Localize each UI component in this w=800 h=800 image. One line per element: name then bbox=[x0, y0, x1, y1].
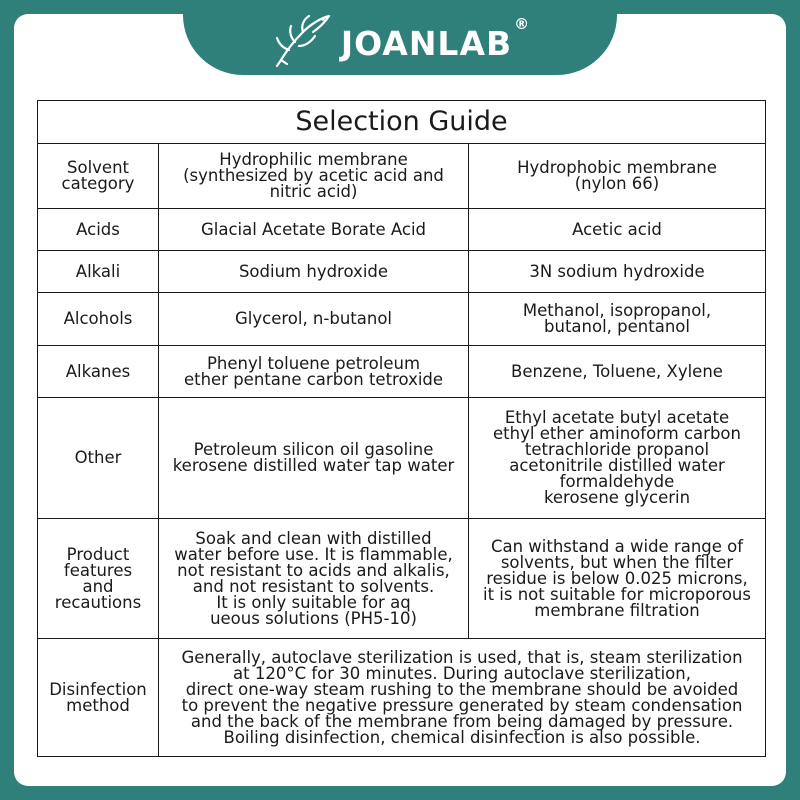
row-hydrophobic: Methanol, isopropanol, butanol, pentanol bbox=[469, 293, 766, 346]
header-label: Solvent category bbox=[38, 144, 159, 209]
disinfection-row bbox=[38, 639, 766, 757]
row-label: Other bbox=[38, 398, 159, 519]
row-hydrophobic: Acetic acid bbox=[469, 209, 766, 251]
row-hydrophobic: Ethyl acetate butyl acetate ethyl ether aminoform carbon tetrachloride propanol acetonitrile distilled water formaldehyde kerosene glycerin bbox=[469, 398, 766, 519]
row-hydrophobic: Benzene, Toluene, Xylene bbox=[469, 346, 766, 398]
row-hydrophilic: Glacial Acetate Borate Acid bbox=[159, 209, 469, 251]
row-label: Acids bbox=[38, 209, 159, 251]
registered-mark: ® bbox=[514, 14, 530, 33]
table-row bbox=[38, 398, 766, 519]
table-row bbox=[38, 293, 766, 346]
header-row bbox=[38, 144, 766, 209]
row-hydrophilic: Soak and clean with distilled water before use. It is flammable, not resistant to acids and alkalis, and not resistant to solvents. It is only suitable for aq ueous solutions (PH5-10) bbox=[159, 519, 469, 639]
row-hydrophobic: 3N sodium hydroxide bbox=[469, 251, 766, 293]
row-hydrophilic: Sodium hydroxide bbox=[159, 251, 469, 293]
disinfection-text: Generally, autoclave sterilization is used, that is, steam sterilization at 120°C for 30 minutes. During autoclave sterilization, direct one-way steam rushing to the membrane should be avoided to prevent the negative pressure generated by steam condensation and the back of the membrane from being damaged by pressure. Boiling disinfection, chemical disinfection is also possible. bbox=[159, 639, 766, 757]
brand-name: JOANLAB bbox=[340, 24, 513, 63]
row-label: Alkali bbox=[38, 251, 159, 293]
header-hydrophobic: Hydrophobic membrane (nylon 66) bbox=[469, 144, 766, 209]
disinfection-label: Disinfection method bbox=[38, 639, 159, 757]
row-hydrophilic: Phenyl toluene petroleum ether pentane carbon tetroxide bbox=[159, 346, 469, 398]
row-label: Product features and recautions bbox=[38, 519, 159, 639]
table-row bbox=[38, 209, 766, 251]
fish-logo-icon bbox=[273, 6, 335, 68]
row-hydrophilic: Glycerol, n-butanol bbox=[159, 293, 469, 346]
row-label: Alkanes bbox=[38, 346, 159, 398]
title-row bbox=[38, 101, 766, 144]
table-title: Selection Guide bbox=[38, 101, 766, 144]
table-row bbox=[38, 251, 766, 293]
header-hydrophilic: Hydrophilic membrane (synthesized by acetic acid and nitric acid) bbox=[159, 144, 469, 209]
table-row bbox=[38, 519, 766, 639]
table-row bbox=[38, 346, 766, 398]
selection-guide-table bbox=[37, 100, 766, 757]
row-hydrophilic: Petroleum silicon oil gasoline kerosene distilled water tap water bbox=[159, 398, 469, 519]
row-label: Alcohols bbox=[38, 293, 159, 346]
brand-header bbox=[183, 0, 617, 75]
row-hydrophobic: Can withstand a wide range of solvents, but when the filter residue is below 0.025 microns, it is not suitable for microporous membrane filtration bbox=[469, 519, 766, 639]
brand-logo bbox=[183, 0, 617, 75]
